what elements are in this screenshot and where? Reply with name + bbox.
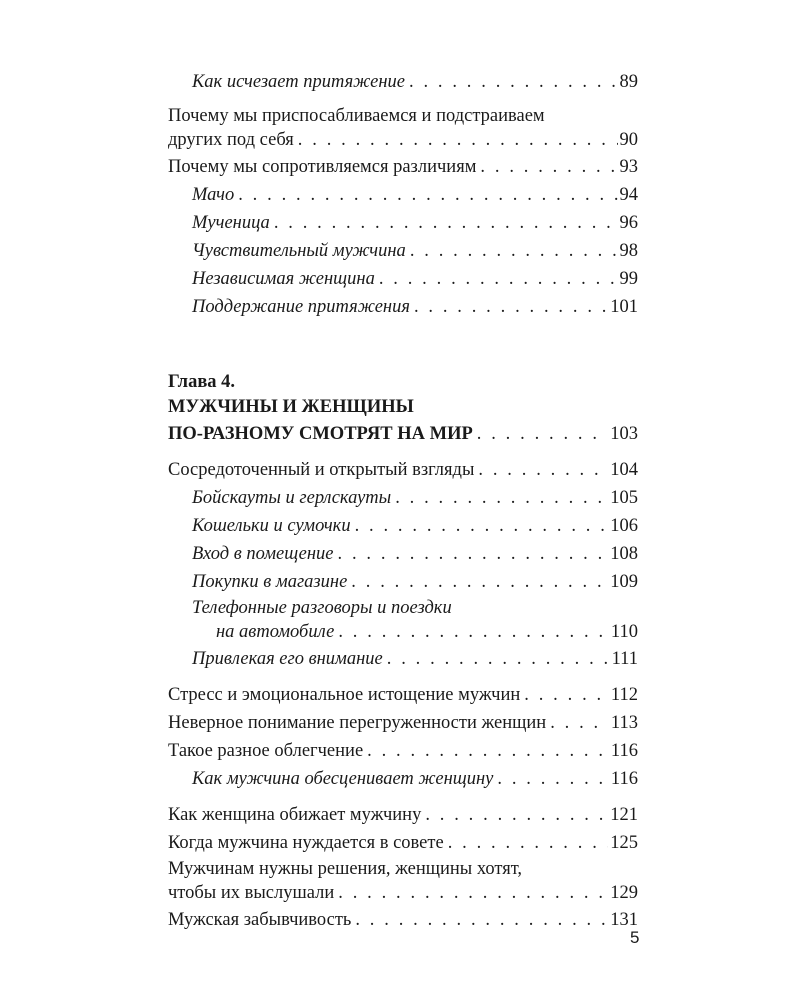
chapter-title-line1: МУЖЧИНЫ И ЖЕНЩИНЫ	[168, 397, 414, 417]
dot-leader	[524, 681, 609, 709]
toc-entry-title: Как исчезает притяжение	[192, 72, 405, 92]
toc-entry-title: Чувствительный мужчина	[192, 241, 406, 261]
dot-leader	[338, 620, 609, 645]
dot-leader	[238, 181, 617, 209]
dot-leader	[338, 881, 608, 906]
dot-leader	[478, 456, 608, 484]
toc-entry-page: 131	[610, 910, 638, 930]
dot-leader	[355, 906, 608, 934]
dot-leader	[480, 153, 617, 181]
toc-entry-title: Как женщина обижает мужчину	[168, 805, 422, 825]
toc-entry-title: Покупки в магазине	[192, 572, 348, 592]
toc-entry-title-line2: других под себя	[168, 130, 294, 150]
toc-entry-title: Когда мужчина нуждается в совете	[168, 833, 444, 853]
toc-entry-title: Как мужчина обесценивает женщину	[192, 769, 494, 789]
dot-leader	[410, 237, 618, 265]
toc-entry-page: 116	[610, 741, 638, 761]
toc-entry-page: 94	[619, 185, 638, 205]
toc-entry-title-line1: Почему мы приспосабливаемся и подстраиваем	[168, 106, 545, 126]
toc-entry	[168, 645, 638, 673]
toc-entry	[168, 181, 638, 209]
toc-entry	[168, 540, 638, 568]
toc-entry	[168, 153, 638, 181]
dot-leader	[550, 709, 609, 737]
toc-entry-page: 110	[610, 622, 638, 642]
toc-entry	[168, 765, 638, 793]
toc-entry-title-line2: на автомобиле	[216, 622, 335, 642]
toc-entry	[168, 829, 638, 857]
dot-leader	[497, 765, 609, 793]
toc-entry-title-line2: чтобы их выслушали	[168, 883, 335, 903]
toc-entry-page: 106	[610, 516, 638, 536]
dot-leader	[414, 293, 608, 321]
toc-entry	[168, 512, 638, 540]
toc-entry-page: 98	[619, 241, 638, 261]
toc-entry-title: Вход в помещение	[192, 544, 334, 564]
toc-entry-page: 111	[611, 649, 638, 669]
toc-entry-title: Привлекая его внимание	[192, 649, 383, 669]
dot-leader	[425, 801, 608, 829]
dot-leader	[351, 568, 608, 596]
toc-entry-title: Сосредоточенный и открытый взгляды	[168, 460, 475, 480]
toc-entry-title: Неверное понимание перегруженности женщин	[168, 713, 547, 733]
toc-entry-page: 93	[619, 157, 638, 177]
chapter-label: Глава 4.	[168, 372, 236, 392]
toc-entry-page: 125	[610, 833, 638, 853]
toc-entry-page: 116	[610, 769, 638, 789]
toc-entry-title: Поддержание притяжения	[192, 297, 410, 317]
toc-entry-page: 112	[610, 685, 638, 705]
toc-entry-title: Бойскауты и герлскауты	[192, 488, 392, 508]
toc-entry-page: 121	[610, 805, 638, 825]
toc-entry	[168, 237, 638, 265]
toc-entry	[168, 68, 638, 96]
table-of-contents	[168, 68, 638, 934]
dot-leader	[298, 128, 618, 153]
toc-entry	[168, 484, 638, 512]
page-number: 5	[630, 928, 640, 947]
toc-entry	[168, 709, 638, 737]
toc-entry-page: 101	[610, 297, 638, 317]
toc-entry-page: 129	[610, 883, 638, 903]
toc-entry-title: Такое разное облегчение	[168, 741, 364, 761]
dot-leader	[355, 512, 609, 540]
dot-leader	[367, 737, 609, 765]
toc-entry-title: Независимая женщина	[192, 269, 375, 289]
dot-leader	[477, 420, 608, 448]
toc-entry-page: 96	[619, 213, 638, 233]
toc-entry	[168, 906, 638, 934]
toc-entry	[168, 568, 638, 596]
toc-entry	[168, 209, 638, 237]
dot-leader	[395, 484, 608, 512]
dot-leader	[274, 209, 618, 237]
toc-entry-page: 104	[610, 460, 638, 480]
toc-entry	[168, 681, 638, 709]
toc-entry-title-line1: Телефонные разговоры и поездки	[192, 598, 452, 618]
toc-entry-title-line1: Мужчинам нужны решения, женщины хотят,	[168, 859, 523, 879]
dot-leader	[448, 829, 609, 857]
toc-entry	[168, 801, 638, 829]
toc-entry-page: 108	[610, 544, 638, 564]
toc-entry-page: 89	[619, 72, 638, 92]
toc-entry	[168, 456, 638, 484]
toc-entry-page: 109	[610, 572, 638, 592]
toc-entry-title: Почему мы сопротивляемся различиям	[168, 157, 477, 177]
toc-entry-title: Мужская забывчивость	[168, 910, 352, 930]
toc-entry	[168, 265, 638, 293]
dot-leader	[409, 68, 618, 96]
toc-entry-page: 105	[610, 488, 638, 508]
toc-entry-title: Кошельки и сумочки	[192, 516, 351, 536]
toc-entry	[168, 596, 638, 645]
dot-leader	[338, 540, 609, 568]
toc-entry-title: Мученица	[192, 213, 270, 233]
toc-entry	[168, 104, 638, 153]
toc-entry	[168, 737, 638, 765]
toc-entry-page: 90	[619, 130, 638, 150]
toc-entry	[168, 293, 638, 321]
toc-entry-title: Стресс и эмоциональное истощение мужчин	[168, 685, 521, 705]
toc-entry-page: 99	[619, 269, 638, 289]
chapter-heading	[168, 370, 638, 448]
dot-leader	[387, 645, 610, 673]
chapter-title-line2: ПО-РАЗНОМУ СМОТРЯТ НА МИР	[168, 424, 473, 444]
toc-entry	[168, 857, 638, 906]
toc-entry-title: Мачо	[192, 185, 235, 205]
chapter-page: 103	[610, 424, 638, 444]
dot-leader	[379, 265, 618, 293]
toc-entry-page: 113	[610, 713, 638, 733]
